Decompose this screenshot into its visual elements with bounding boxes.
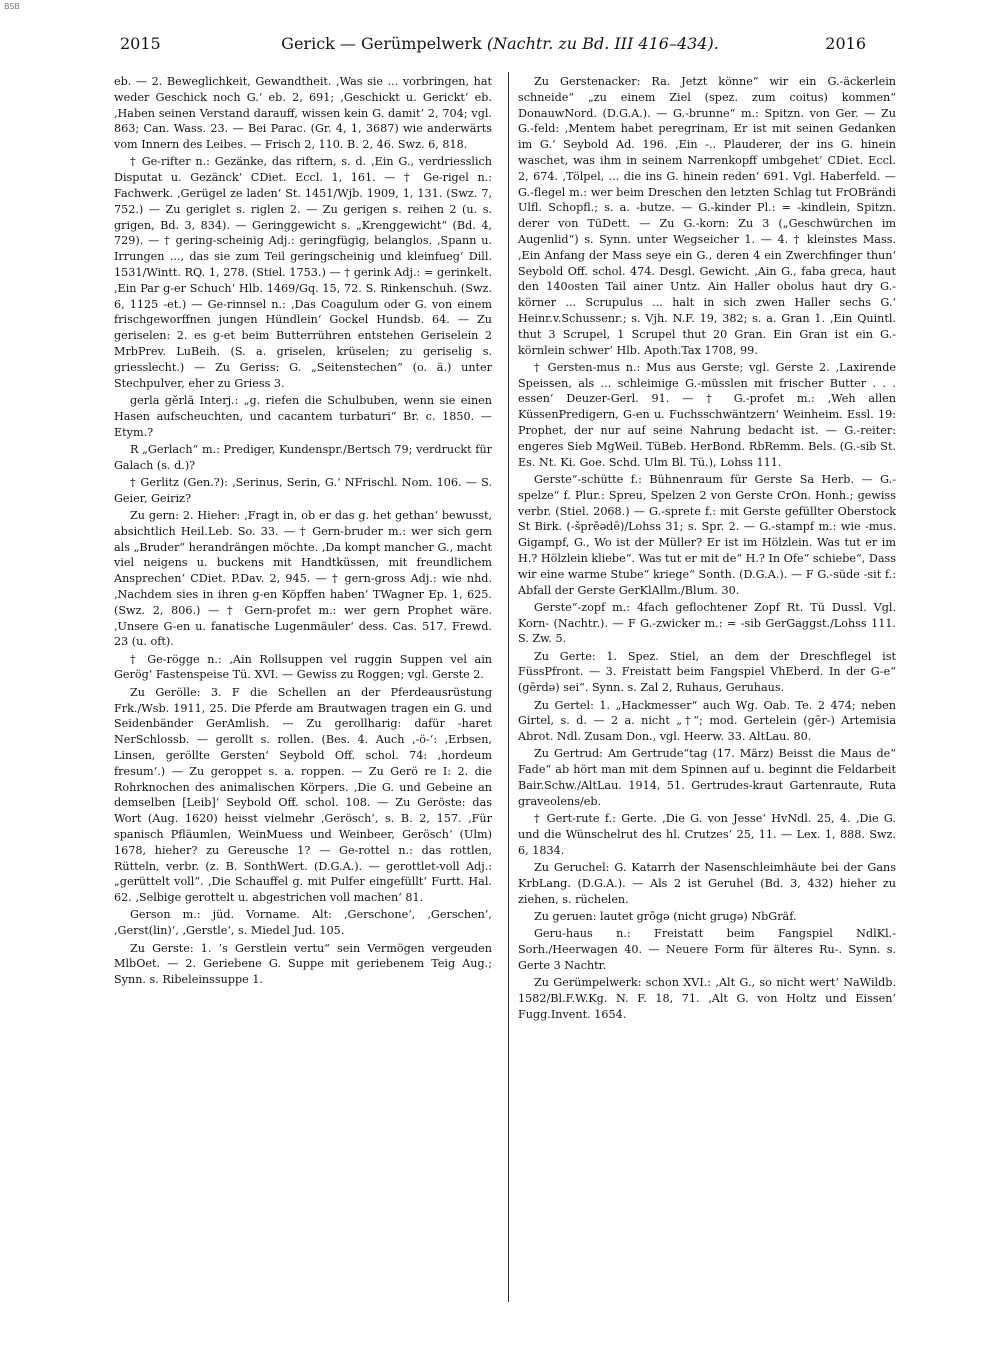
page-number-right: 2016: [825, 34, 866, 53]
column-divider: [508, 72, 509, 1302]
dictionary-entry: R „Gerlach“ m.: Prediger, Kundenspr./Bertsch 79; verdruckt für Galach (s. d.)?: [114, 442, 492, 472]
dictionary-entry: Gerste“-zopf m.: 4fach geflochtener Zopf Rt. Tü Dussl. Vgl. Korn- (Nachtr.). — F G.-zwicker m.: = -sib GerGaggst./Lohss 111. S. Zw. 5.: [518, 600, 896, 646]
dictionary-entry: Zu Gerümpelwerk: schon XVI.: ‚Alt G., so nicht wert‘ NaWildb. 1582/Bl.F.W.Kg. N. F. 18, 71. ‚Alt G. von Holtz und Eissen‘ Fugg.Invent. 1654.: [518, 976, 896, 1021]
dictionary-entry: Gerste“-schütte f.: Bühnenraum für Gerste Sa Herb. — G.-spelze“ f. Plur.: Spreu, Spelzen 2 von Gerste CrOn. Honh.; gewiss verbr. (Stiel. 2068.) — G.-sprete f.: mit Gerste gefüllter Oberstock St Birk. (-šprēədē)/Lohss 31; s. Spr. 2. — G.-stampf m.: wie -mus. Gigampf, G., Wo ist der Müller? Er ist im Hölzlein. Was tut er im H.? Hölzlein kliebe“. Was tut er mit de“ H.? In Ofe“ schiebe“, Dass wir eine warme Stube“ kriege“ Sonth. (D.G.A.). — F G.-süde -sit f.: Abfall der Gerste GerKlAllm./Blum. 30.: [518, 472, 897, 597]
right-column: [518, 74, 896, 1024]
dictionary-entry: Zu Gerte: 1. Spez. Stiel, an dem der Dreschflegel ist FüssPfront. — 3. Freistatt beim Fangspiel VhEberd. In der G-e“ (gērdə) sei“. Synn. s. Zal 2, Ruhaus, Geruhaus.: [518, 649, 896, 695]
dictionary-entry: † Gert-rute f.: Gerte. ‚Die G. von Jesse‘ HvNdl. 25, 4. ‚Die G. und die Wünschelrut des hl. Crutzes‘ 25, 11. — Lex. 1, 888. Swz. 6, 1834.: [518, 812, 896, 857]
running-title-note: (Nachtr. zu Bd. III 416–434).: [486, 34, 719, 53]
page-header: [60, 34, 940, 58]
dictionary-entry: † Ge-rifter n.: Gezänke, das riftern, s. d. ‚Ein G., verdriesslich Disputat u. Gezänck‘ CDiet. Eccl. 1, 161. — † Ge-rigel n.: Fachwerk. ‚Gerügel ze laden‘ St. 1451/Wjb. 1909, 1, 131. (Swz. 7, 752.) — Zu geriglet s. riglen 2. — Zu gerigen s. reihen 2 (u. s. grigen, Bd. 3, 834). — Geringgewicht s. „Krenggewicht“ (Bd. 4, 729). — † gering-scheinig Adj.: geringfügig, belanglos. ‚Spann u. Irrungen ..., das sie zum Teil geringscheinig und kleinfueg‘ Dill. 1531/Wintt. RQ. 1, 278. (Stiel. 1753.) — † gerink Adj.: = gerinkelt. ‚Ein Par g-er Schuch‘ Hlb. 1469/Gq. 15, 72. S. Rinkenschuh. (Swz. 6, 1125 -et.) — Ge-rinnsel n.: ‚Das Coagulum oder G. von einem frischgeworffnen jungen Hündlein‘ Gockel Hundsb. 64. — Zu geriselen: 2. es g-et beim Butterrühren entstehen Geriselein 2 MrbPrev. LuBeih. (S. a. griselen, krüselen; zu geriselig s. griesslecht.) — Zu Geriss: G. „Seitenstechen“ (o. ä.) unter Stechpulver, eher zu Griess 3.: [114, 155, 492, 390]
dictionary-entry: Zu Gertrud: Am Gertrude“tag (17. März) Beisst die Maus de“ Fade“ ab hört man mit dem Spinnen auf u. beginnt die Feldarbeit Bair.Schw./AltLau. 1914, 51. Gertrudes-kraut Gartenraute, Ruta graveolens/eb.: [518, 747, 896, 808]
dictionary-entry: † Ge-rögge n.: ‚Ain Rollsuppen vel ruggin Suppen vel ain Gerög‘ Fastenspeise Tü. XVI. — Gewiss zu Roggen; vgl. Gerste 2.: [114, 652, 492, 682]
dictionary-entry: Gerson m.: jüd. Vorname. Alt: ‚Gerschone‘, ‚Gerschen‘, ‚Gerst(lin)‘, ‚Gerstle‘, s. Miedel Jud. 105.: [114, 908, 492, 938]
dictionary-entry: Geru-haus n.: Freistatt beim Fangspiel NdlKl.-Sorh./Heerwagen 40. — Neuere Form für älteres Ru-. Synn. s. Gerte 3 Nachtr.: [518, 927, 896, 972]
dictionary-entry: Zu geruen: lautet grōgə (nicht grugə) NbGräf.: [534, 909, 797, 923]
running-title: [60, 34, 940, 53]
left-column: [114, 74, 492, 989]
library-mark: BSB: [4, 2, 20, 11]
dictionary-entry: eb. — 2. Beweglichkeit, Gewandtheit. ‚Was sie ... vorbringen, hat weder Geschick noch G.‘ eb. 2, 691; ‚Geschickt u. Gerickt‘ eb. ‚Haben seinen Verstand darauff, wissen kein G. damit‘ 2, 704; vgl. 863; Can. Wass. 23. — Bei Parac. (Gr. 4, 1, 3687) wie anderwärts vom Innern des Leibes. — Frisch 2, 110. B. 2, 46. Swz. 6, 818.: [114, 75, 492, 152]
dictionary-entry: Zu Gerste: 1. ’s Gerstlein vertu“ sein Vermögen vergeuden MlbOet. — 2. Geriebene G. Suppe mit geriebenem Teig Aug.; Synn. s. Ribeleinssuppe 1.: [114, 941, 492, 987]
dictionary-entry: Zu Geruchel: G. Katarrh der Nasenschleimhäute bei der Gans KrbLang. (D.G.A.). — Als 2 ist Geruhel (Bd. 3, 432) hieher zu ziehen, s. rüchelen.: [518, 861, 896, 906]
dictionary-entry: Zu Gerstenacker: Ra. Jetzt könne“ wir ein G.-äckerlein schneide“ „zu einem Ziel (spez. zum coitus) kommen“ DonauwNord. (D.G.A.). — G.-brunne“ m.: Spitzn. von Ger. — Zu G.-feld: ‚Mentem habet peregrinam, Er ist mit seinen Gedanken im G.‘ Seybold Ad. 196. ‚Ein -.. Plauderer, der ins G. hinein waschet, was ihm in seinem Narrenkopff umbgehet‘ CDiet. Eccl. 2, 674. ‚Tölpel, ... die ins G. hinein reden‘ 691. Vgl. Haberfeld. — G.-flegel m.: wer beim Dreschen den letzten Schlag tut FrOBrändi Ulfl. Schopfl.; s. a. -butze. — G.-kinder Pl.: = -kindlein, Spitzn. derer von TüDett. — Zu G.-korn: Zu 3 („Geschwürchen im Augenlid“) s. Synn. unter Wegseicher 1. — 4. † kleinstes Mass. ‚Ein Anfang der Mass seye ein G., deren 4 ein Zwerchfinger thun‘ Seybold Off. schol. 474. Desgl. Gewicht. ‚Ain G., faba greca, haut den 140osten Tail ainer Untz. Ain Haller obolus haut dry G.-körner ... Scrupulus ... halt in sich zwen Haller sechs G.‘ Heinr.v.Schussenr.; s. Vjh. N.F. 19, 382; s. a. Gran 1. ‚Ein Quintl. thut 3 Scrupel, 1 Scrupel thut 20 Gran. Ein Gran ist ein G.-körnlein schwer‘ Hlb. Apoth.Tax 1708, 99.: [518, 75, 896, 357]
dictionary-entry: † Gersten-mus n.: Mus aus Gerste; vgl. Gerste 2. ‚Laxirende Speissen, als ... schleimige G.-müsslen mit frischer Butter . . . essen‘ Deuzer-Gerl. 91. — † G.-profet m.: ‚Weh allen KüssenPredigern, G-en u. Fuchsschwäntzern‘ Weinheim. Essl. 19: Prophet, der nur auf seine Nahrung bedacht ist. — G.-reiter: engeres Sieb MgWeil. TüBeb. HerBond. RbRemm. Bels. (G.-sib St. Es. Nt. Ki. Goe. Schd. Ulm Bl. Tü.), Lohss 111.: [518, 360, 896, 469]
running-title-main: Gerick — Gerümpelwerk: [281, 34, 482, 53]
dictionary-entry: Zu gern: 2. Hieher: ‚Fragt in, ob er das g. het gethan‘ bewusst, absichtlich Heil.Leb. So. 33. — † Gern-bruder m.: wer sich gern als „Bruder“ herandrängen möchte. ‚Da kompt mancher G., macht viel neigens u. buckens mit Handtküssen, mit freundlichem Ansprechen‘ CDiet. P.Dav. 2, 945. — † gern-gross Adj.: wie nhd. ‚Nachdem sies in ihren g-en Köpffen haben‘ TWagner Ep. 1, 625. (Swz. 2, 806.) — † Gern-profet m.: wer gern Prophet wäre. ‚Unsere G-en u. fanatische Lugenmäuler‘ dess. Cas. 517. Frewd. 23 (u. oft).: [114, 509, 492, 649]
dictionary-entry: † Gerlitz (Gen.?): ‚Serinus, Serin, G.‘ NFrischl. Nom. 106. — S. Geier, Geiriz?: [114, 475, 492, 505]
dictionary-entry: Zu Gertel: 1. „Hackmesser“ auch Wg. Oab. Te. 2 474; neben Girtel, s. d. — 2 a. nicht „†“; mod. Gertelein (gēr-) Artemisia Abrot. Ndl. Zusam Don., vgl. Heerw. 33. AltLau. 80.: [518, 698, 896, 744]
dictionary-entry: gerla gĕrlă Interj.: „g. riefen die Schulbuben, wenn sie einen Hasen aufscheuchten, und cacantem turbaturi“ Br. c. 1850. — Etym.?: [114, 393, 492, 439]
dictionary-entry: Zu Gerölle: 3. F die Schellen an der Pferdeausrüstung Frk./Wsb. 1911, 25. Die Pferde am Brautwagen tragen ein G. und Seidenbänder GerAmlish. — Zu gerollharig: dafür -haret NerSchlossb. — gerollt s. rollen. (Bes. 4. Auch ‚-ö-‘: ‚Erbsen, Linsen, geröllte Gersten‘ Seybold Off. schol. 74: ‚hordeum fresum‘.) — Zu geroppet s. a. roppen. — Zu Gerö re I: 2. die Rohrknochen des animalischen Körpers. ‚Die G. und Gebeine an demselben [Leib]‘ Seybold Off. schol. 108. — Zu Geröste: das Wort (Aug. 1620) heisst vielmehr ‚Gerösch‘, s. B. 2, 157. ‚Für spanisch Pfläumlen, WeinMuess und Weinbeer, Gerösch‘ (Ulm) 1678, hieher? zu Gereusche 1? — Ge-rottel n.: das rottlen, Rütteln, verbr. (z. B. SonthWert. (D.G.A.). — gerottlet-voll Adj.: „gerüttelt voll“. ‚Die Schauffel g. mit Pulfer eingefüllt‘ Furtt. Hal. 62. ‚Selbige gerottelt u. abgestrichen voll machen‘ 81.: [114, 685, 492, 905]
page-number-left: 2015: [120, 34, 161, 53]
